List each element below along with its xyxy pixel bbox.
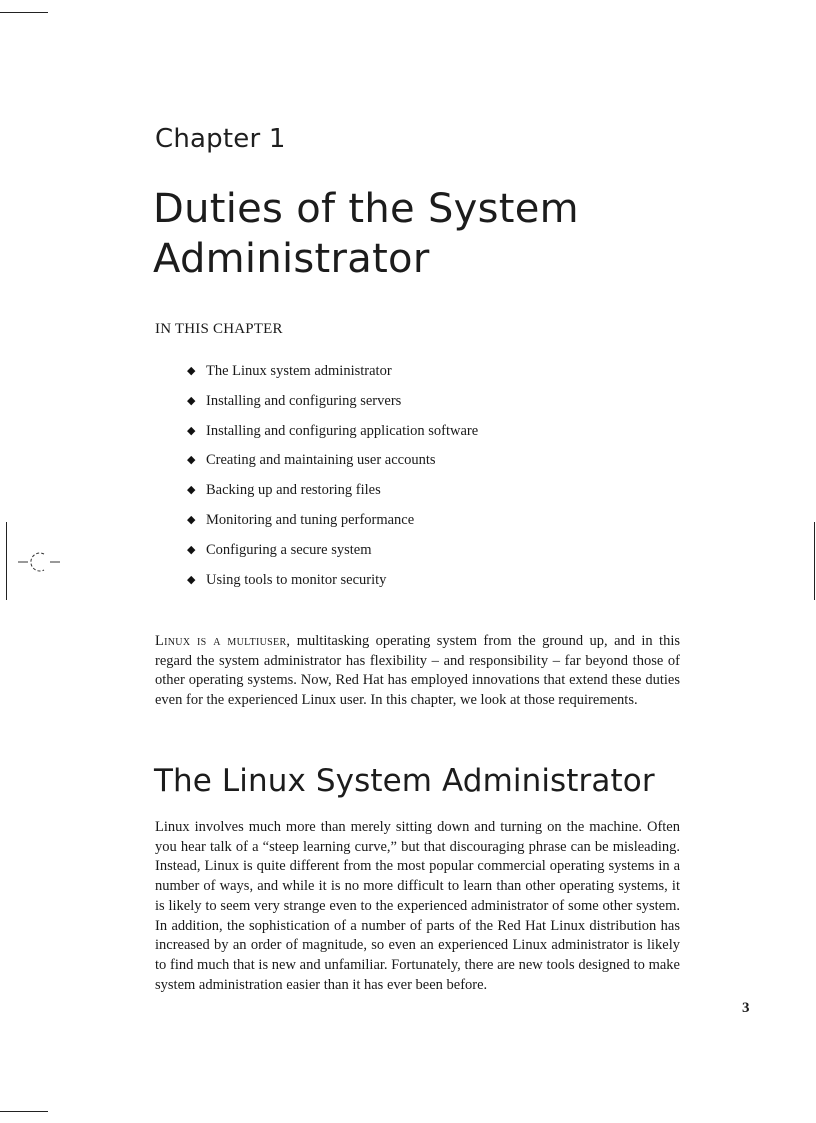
list-item [187, 510, 478, 540]
list-item-text: Using tools to monitor security [206, 571, 387, 588]
diamond-bullet-icon: ◆ [187, 454, 196, 467]
list-item [187, 570, 478, 600]
list-item-text: Monitoring and tuning performance [206, 511, 415, 528]
chapter-topics-list [187, 361, 478, 599]
list-item-text: Backing up and restoring files [206, 482, 381, 499]
diamond-bullet-icon: ◆ [187, 573, 196, 586]
list-item [187, 391, 478, 421]
section-heading: The Linux System Administrator [154, 763, 655, 799]
list-item-text: Creating and maintaining user accounts [206, 452, 436, 469]
list-item-text: Installing and configuring servers [206, 392, 402, 409]
intro-paragraph [155, 632, 680, 710]
page-number: 3 [742, 1000, 750, 1016]
list-item [187, 450, 478, 480]
crop-mark-left-vertical [6, 522, 7, 600]
intro-text: multitasking operating system from the ground up, and in this regard the system administrator has flexibility – and responsibility – far beyond those of other operating systems. Now, Red Hat has employed innovations that extend these duties even for the experienced Linux user. In this chapter, we look at those requirements. [155, 633, 680, 708]
chapter-label: Chapter 1 [155, 124, 286, 154]
intro-lead-in: Linux is a multiuser, [155, 633, 291, 649]
chapter-title [153, 184, 713, 284]
body-paragraph: Linux involves much more than merely sitting down and turning on the machine. Often you hear talk of a “steep learning curve,” but that discouraging phrase can be misleading. Instead, Linux is quite different from the most popular commercial operating systems in a number of ways, and while it is no more difficult to learn than other operating systems, it is likely to seem very strange even to the experienced administrator of some other system. In addition, the sophistication of a number of parts of the Red Hat Linux distribution has increased by an order of magnitude, so even an experienced Linux administrator is likely to find much that is new and unfamiliar. Fortunately, there are new tools designed to make system administration easier than it has ever been before. [155, 819, 680, 993]
list-item-text: The Linux system administrator [206, 363, 392, 379]
crop-mark-bottom-left [0, 1111, 48, 1112]
diamond-bullet-icon: ◆ [187, 394, 196, 407]
diamond-bullet-icon: ◆ [187, 513, 196, 526]
diamond-bullet-icon: ◆ [187, 543, 196, 556]
chapter-title-line-2: Administrator [153, 236, 430, 282]
crop-mark-right-vertical [814, 522, 815, 600]
chapter-title-line-1: Duties of the System [153, 186, 579, 232]
registration-mark-icon [16, 548, 62, 576]
list-item-text: Configuring a secure system [206, 541, 372, 558]
diamond-bullet-icon: ◆ [187, 365, 196, 377]
diamond-bullet-icon: ◆ [187, 484, 196, 497]
list-item [187, 540, 478, 570]
list-item [187, 480, 478, 510]
list-item [187, 361, 478, 391]
list-item [187, 421, 478, 451]
in-this-chapter-heading: IN THIS CHAPTER [155, 321, 283, 337]
list-item-text: Installing and configuring application software [206, 422, 479, 439]
diamond-bullet-icon: ◆ [187, 424, 196, 437]
crop-mark-top-left [0, 12, 48, 13]
